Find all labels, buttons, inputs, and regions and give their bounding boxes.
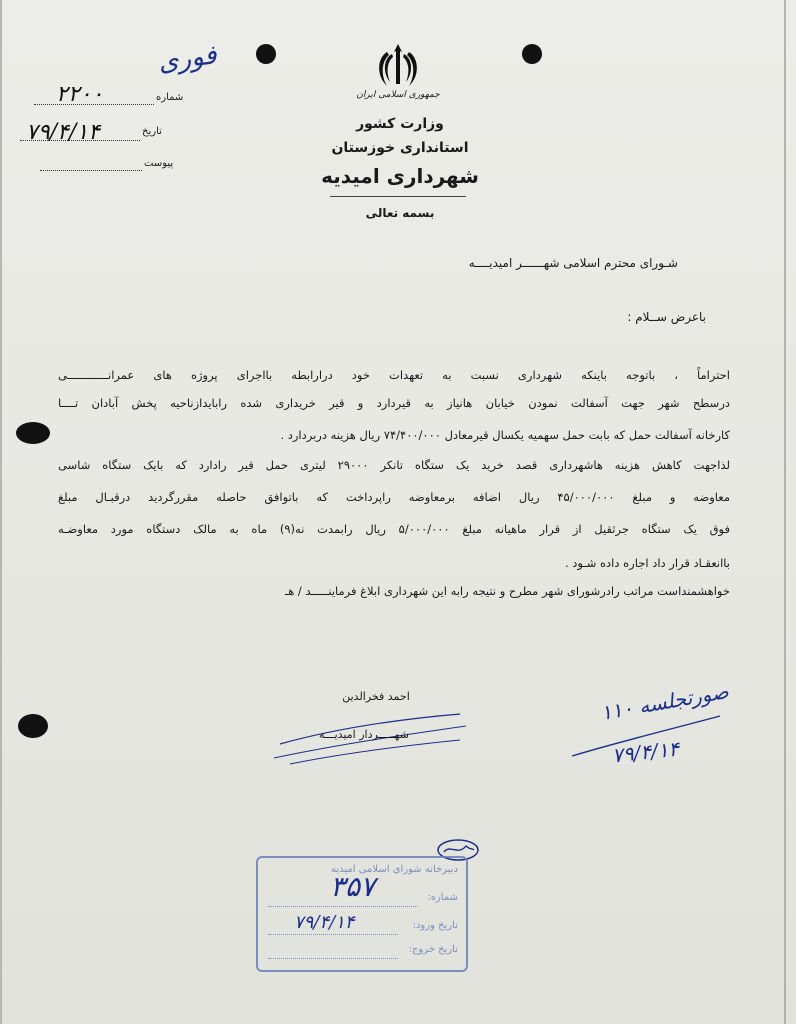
handwritten-urgent-note: فوری xyxy=(156,40,219,78)
handwritten-minutes-note: صورتجلسه ۱۱۰ xyxy=(598,678,731,726)
letter-line-2: درسطح شهر جهت آسفالت نمودن خیابان هانیاز به قیردارد و قیر خریداری شده رابایدازناحیه پخش آبادان تــــا xyxy=(58,396,730,410)
handwritten-date: ۷۹/۴/۱۴ xyxy=(26,120,100,145)
punch-hole-top-right xyxy=(522,44,542,64)
punch-hole-middle-left xyxy=(16,422,50,444)
page-right-edge xyxy=(784,0,786,1024)
attachment-dotted-line xyxy=(40,170,142,171)
punch-hole-top-left xyxy=(256,44,276,64)
stamp-out-date-line xyxy=(268,958,398,959)
iran-emblem-icon xyxy=(375,42,421,90)
letter-line-7: باانعقـاد قرار داد اجاره داده شـود . xyxy=(565,556,730,570)
letter-line-6: فوق یک ستگاه جرثقیل از قرار ماهیانه مبلغ ۵/۰۰۰/۰۰۰ ریال رابمدت نه(۹) ماه به مالک دستگاه مورد معاوضـه xyxy=(58,522,730,536)
letter-line-5: معاوضه و مبلغ ۴۵/۰۰۰/۰۰۰ ریال اضافه برمعاوضه راپرداخت که باتوافق حاصله مقررگردید درقبـال مبلغ xyxy=(58,490,730,504)
letter-line-3: کارخانه آسفالت حمل که بابت حمل سهمیه یکسال قیرمعادل ۷۴/۴۰۰/۰۰۰ ریال هزینه دربردارد . xyxy=(280,428,730,442)
stamp-number-label: شماره: xyxy=(427,892,458,903)
province-title: استانداری خوزستان xyxy=(331,140,469,156)
stamp-organization: دبیرخانه شورای اسلامی امیدیه xyxy=(330,864,458,875)
stamp-in-date-label: تاریخ ورود: xyxy=(412,920,458,931)
attachment-label: پیوست xyxy=(144,158,174,169)
letter-line-8: خواهشمنداست مراتب رادرشورای شهر مطرح و نتیجه رابه این شهرداری ابلاغ فرماینـــــد / هـ xyxy=(284,584,730,598)
stamp-in-date-line xyxy=(268,934,398,935)
header-divider xyxy=(330,196,466,197)
signatory-title: شهـــــردار امیدیـــه xyxy=(319,728,409,741)
emblem-caption: جمهوری اسلامی ایران xyxy=(356,90,440,100)
punch-hole-bottom-left xyxy=(18,714,48,738)
invocation-text: بسمه تعالی xyxy=(365,206,435,220)
letter-addressee: شـورای محترم اسلامی شهــــــر امیدیــــه xyxy=(468,256,678,270)
date-label: تاریخ xyxy=(142,126,162,137)
stamp-handwritten-date: ۷۹/۴/۱۴ xyxy=(294,912,355,933)
number-label: شماره xyxy=(156,92,184,103)
ministry-title: وزارت کشور xyxy=(356,116,444,132)
handwritten-number: ۲۲۰۰ xyxy=(56,82,104,107)
stamp-out-date-label: تاریخ خروج: xyxy=(408,944,458,955)
letter-meta xyxy=(0,0,240,180)
letter-salutation: باعرض ســلام : xyxy=(627,310,706,324)
signatory-name: احمد فخرالدین xyxy=(342,690,410,703)
letter-line-1: احتراماً ، باتوجه باینکه شهرداری نسبت به تعهدات خود درارابطه بااجرای پروژه های عمرانــــــــــــی xyxy=(58,368,730,382)
municipality-title: شهرداری امیدیه xyxy=(321,164,479,188)
stamp-handwritten-number: ۳۵۷ xyxy=(330,870,376,903)
handwritten-margin-date: ۷۹/۴/۱۴ xyxy=(610,736,681,768)
letter-line-4: لذاجهت کاهش هزینه هاشهرداری قصد خرید یک ستگاه تانکر ۲۹۰۰۰ لیتری حمل قیر رادارد که بایک ستگاه شاسی xyxy=(58,458,730,472)
stamp-number-line xyxy=(268,906,418,907)
